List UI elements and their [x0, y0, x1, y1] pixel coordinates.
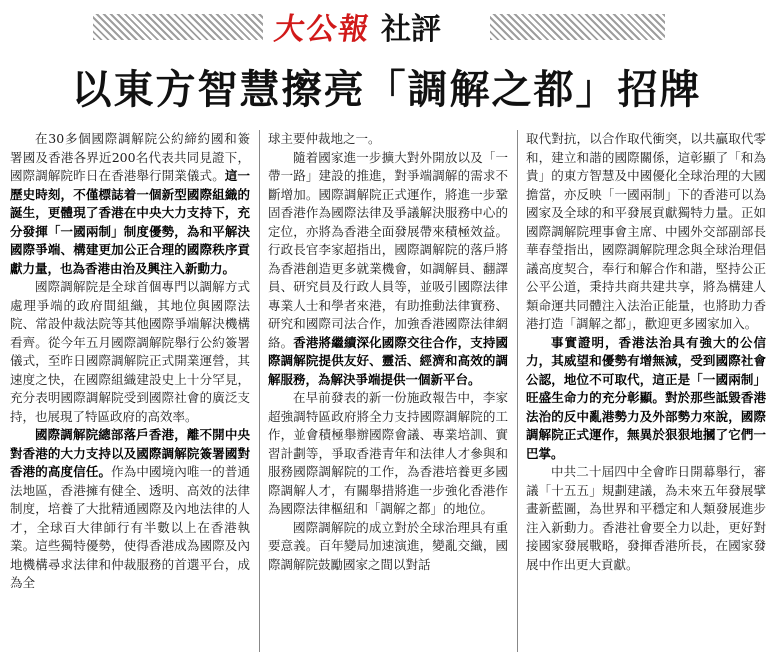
paragraph-bold-text: 這一歷史時刻，不僅標誌着一個新型國際組織的誕生，更體現了香港在中央大力支持下，充分發揮「一國兩制」制度優勢，為和平解決國際爭端、構建更加公正合理的國際秩序貢獻力量，也為香港由治及興注入新動力。: [10, 168, 250, 276]
paragraph: 中共二十屆四中全會昨日開幕舉行，審議「十五五」規劃建議，為未來五年發展擘畫新藍圖，為世界和平穩定和人類發展進步注入新動力。香港社會要全力以赴，更好對接國家發展戰略，發揮香港所長，在國家發展中作出更大貢獻。: [526, 464, 766, 572]
decorative-stripes-left: [93, 14, 263, 40]
article-column-2: [268, 130, 508, 658]
paragraph: [10, 426, 250, 593]
article-column-1: [10, 130, 250, 658]
paragraph: 球主要仲裁地之一。: [268, 131, 381, 146]
column-divider: [517, 130, 518, 652]
paragraph: 國際調解院的成立對於全球治理具有重要意義。百年變局加速演進，變亂交織，國際調解院鼓勵國家之間以對話: [268, 519, 508, 572]
page-title: 以東方智慧擦亮「調解之都」招牌: [71, 67, 702, 113]
paragraph-bold-text: 事實證明，香港法治具有強大的公信力，其威望和優勢有增無減，受到國際社會公認，地位不可取代，這正是「一國兩制」旺盛生命力的充分彰顯。對於那些詆毀香港法治的反中亂港勢力及外部勢力來說，國際調解院正式運作，無異於狠狠地摑了它們一巴掌。: [526, 334, 766, 461]
paragraph: 國際調解院是全球首個專門以調解方式處理爭端的政府間組織，其地位與國際法院、常設仲裁法院等其他國際爭端解決機構看齊。從今年五月國際調解院舉行公約簽署儀式，至昨日國際調解院正式開業運營，其速度之快，在國際組織建設史上十分罕見，充分表明國際調解院受到國際社會的廣泛支持，也展現了特區政府的高效率。: [10, 279, 250, 424]
paragraph-bold-text: 香港將繼續深化國際交往合作，支持國際調解院提供友好、靈活、經濟和高效的調解服務，為解決爭端提供一個新平台。: [268, 334, 508, 387]
paragraph-text: 在30多個國際調解院公約締約國和簽署國及香港各界近200名代表共同見證下，國際調解院昨日在香港舉行開業儀式。: [10, 131, 250, 183]
masthead-banner: [0, 0, 773, 60]
article-column-3: [526, 130, 766, 658]
column-divider: [259, 130, 260, 652]
paragraph-text: 作為中國境內唯一的普通法地區，香港擁有健全、透明、高效的法律制度，培養了大批精通國際及內地法律的人才，全球百大律師行有半數以上在香港執業。這些獨特優勢，使得香港成為國際及內地機構尋求法律和仲裁服務的首選平台，成為全: [10, 464, 250, 590]
paragraph: 在早前發表的新一份施政報告中，李家超強調特區政府將全力支持國際調解院的工作，並會積極舉辦國際會議、專業培訓、實習計劃等，爭取香港青年和法律人才參與和服務國際調解院的工作，為香港培養更多國際調解人才，有關舉措將進一步強化香港作為國際法律樞紐和「調解之都」的地位。: [268, 390, 508, 516]
brand-logo: 大公報: [272, 12, 373, 47]
section-label: 社評: [381, 12, 441, 47]
decorative-stripes-right: [490, 14, 665, 40]
masthead-title: [272, 6, 441, 47]
paragraph: [526, 334, 766, 464]
article-body: [10, 130, 766, 658]
paragraph: [268, 149, 508, 390]
paragraph-text: 隨着國家進一步擴大對外開放以及「一帶一路」建設的推進，對爭端調解的需求不斷增加。國際調解院正式運作，將進一步鞏固香港作為國際法律及爭議解決服務中心的定位，亦將為香港全面發展帶來積極效益。行政長官李家超指出，國際調解院的落戶將為香港創造更多就業機會，如調解員、翻譯員、研究員及行政人員等，並吸引國際法律專業人士和學者來港，有助推動法律實務、研究和國際司法合作，加強香港國際法律網絡。: [268, 149, 508, 350]
paragraph-bold-text: 國際調解院總部落戶香港，離不開中央對香港的大力支持以及國際調解院簽署國對香港的高度信任。: [10, 427, 250, 479]
paragraph: 取代對抗，以合作取代衝突，以共贏取代零和，建立和諧的國際關係，這彰顯了「和為貴」的東方智慧及中國優化全球治理的大國擔當，亦反映「一國兩制」下的香港可以為國家及全球的和平發展貢獻獨特力量。正如國際調解院理事會主席、中國外交部副部長華春瑩指出，國際調解院理念與全球治理倡議高度契合，奉行和解合作和諧，堅持公正公平公道，秉持共商共建共享，將為構建人類命運共同體注入法治正能量，也將助力香港打造「調解之都」，歡迎更多國家加入。: [526, 131, 766, 331]
paragraph: [10, 130, 250, 278]
